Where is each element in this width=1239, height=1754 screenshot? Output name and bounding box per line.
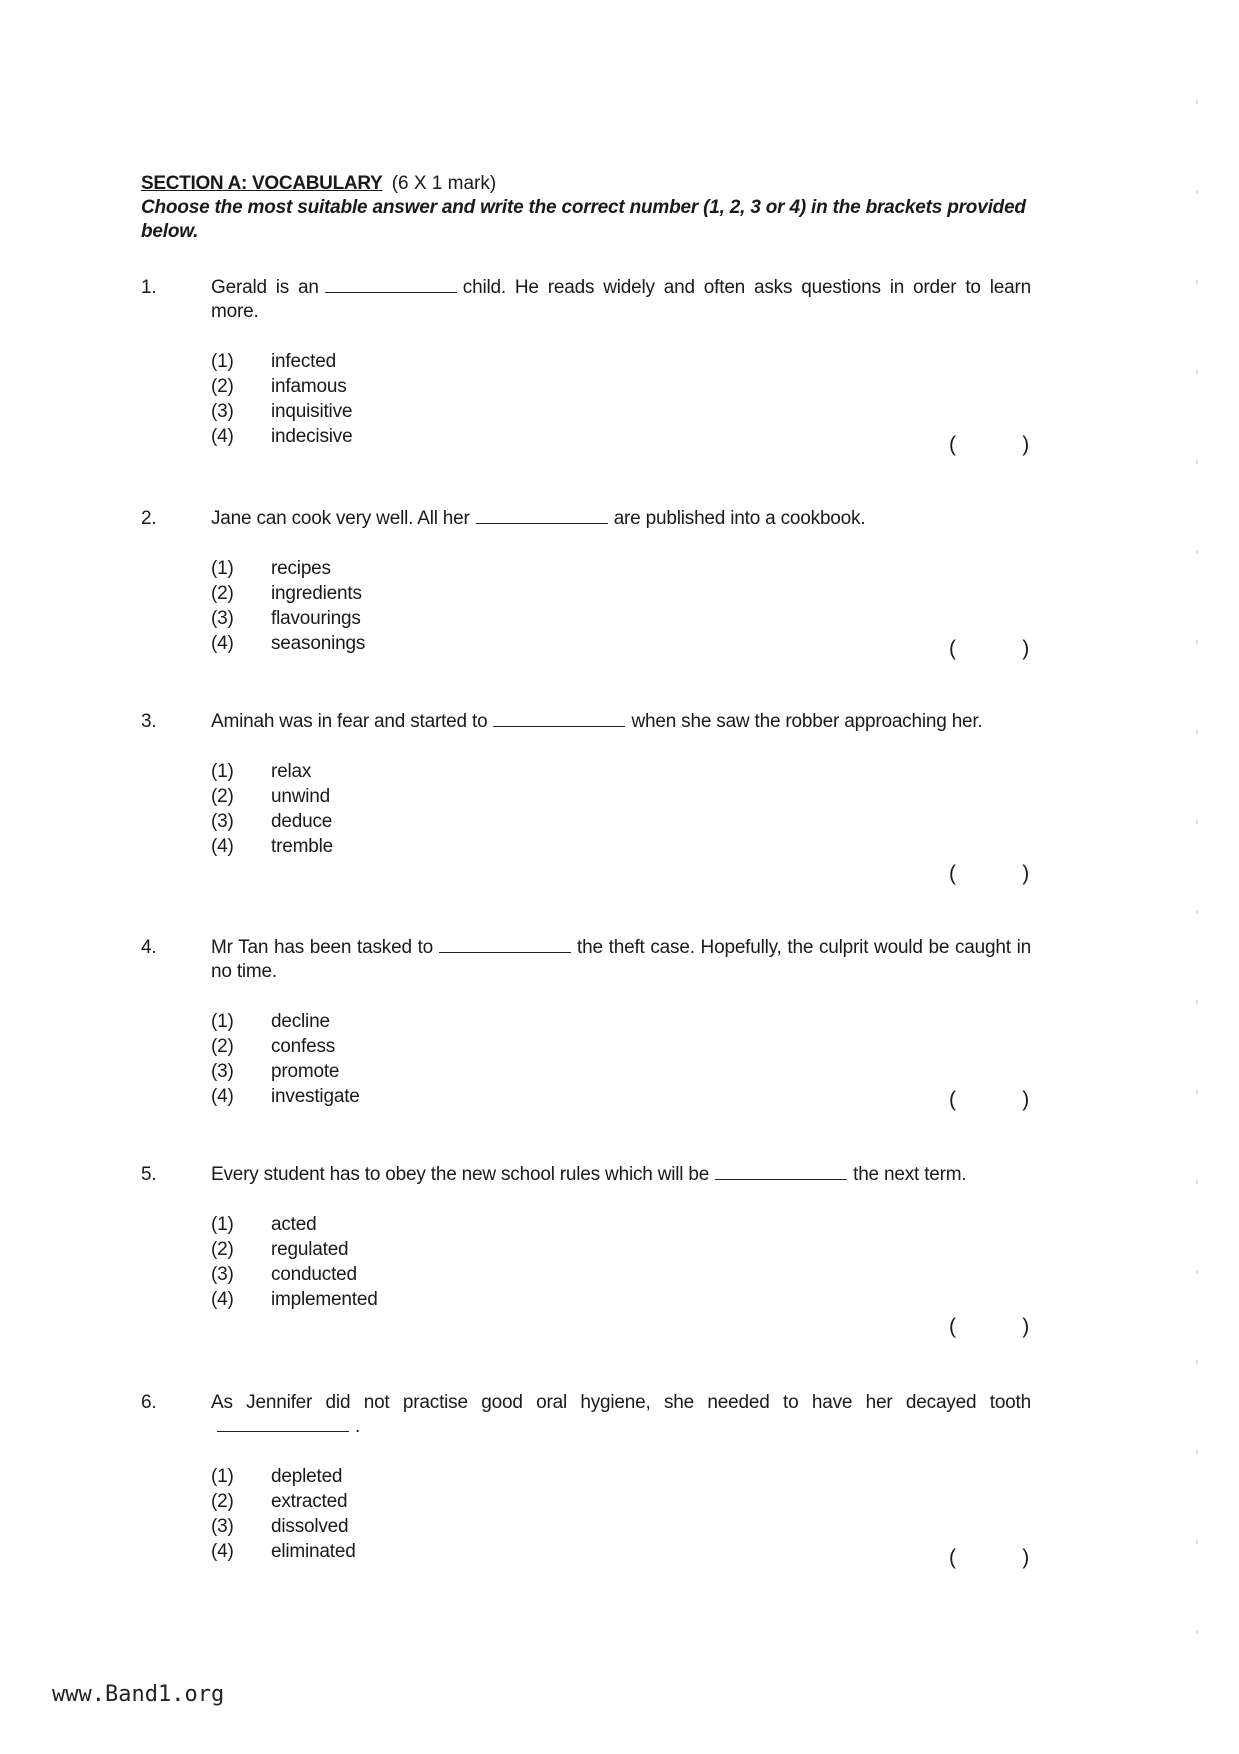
option: (1) recipes	[211, 558, 331, 579]
option-list	[211, 1213, 1031, 1313]
answer-blank	[476, 507, 608, 524]
answer-blank	[217, 1415, 349, 1432]
option-list	[211, 1010, 1031, 1110]
question-text: Aminah was in fear and started to when she saw the robber approaching her.	[211, 711, 983, 732]
option: (1) acted	[211, 1214, 317, 1235]
option: (4) tremble	[211, 836, 333, 857]
option: (4) seasonings	[211, 633, 366, 654]
answer-brackets[interactable]: ( )	[949, 1315, 1029, 1338]
option: (3) dissolved	[211, 1516, 349, 1537]
answer-brackets[interactable]: ( )	[949, 1546, 1029, 1569]
option: (2) confess	[211, 1036, 336, 1057]
option: (1) infected	[211, 351, 336, 372]
option-list	[211, 1465, 1031, 1565]
question-text: As Jennifer did not practise good oral hygiene, she needed to have her decayed tooth.	[211, 1392, 1031, 1437]
footer-url: www.Band1.org	[52, 1682, 225, 1707]
scan-edge-marks	[1196, 60, 1198, 1720]
question-number: 5.	[141, 1164, 157, 1185]
section-header	[141, 172, 1031, 244]
question-number: 1.	[141, 277, 157, 298]
option: (2) unwind	[211, 786, 331, 807]
question-text: Every student has to obey the new school rules which will be the next term.	[211, 1164, 967, 1185]
answer-blank	[325, 276, 457, 293]
answer-blank	[439, 936, 571, 953]
option: (1) relax	[211, 761, 312, 782]
question-6	[141, 1391, 1031, 1569]
question-3	[141, 710, 1031, 885]
option: (4) implemented	[211, 1289, 378, 1310]
option: (1) depleted	[211, 1466, 343, 1487]
question-text: Jane can cook very well. All her are published into a cookbook.	[211, 508, 866, 529]
option-list	[211, 557, 1031, 657]
section-marks: (6 X 1 mark)	[391, 173, 497, 194]
option: (3) conducted	[211, 1264, 357, 1285]
question-4	[141, 936, 1031, 1110]
option: (3) deduce	[211, 811, 333, 832]
option-list	[211, 350, 1031, 450]
option-list	[211, 760, 1031, 860]
question-5	[141, 1163, 1031, 1338]
section-instruction: Choose the most suitable answer and write the correct number (1, 2, 3 or 4) in the brackets provided below.	[141, 197, 1026, 242]
option: (3) inquisitive	[211, 401, 353, 422]
section-title: SECTION A: VOCABULARY	[141, 173, 383, 194]
option: (2) regulated	[211, 1239, 349, 1260]
option: (4) eliminated	[211, 1541, 356, 1562]
option: (2) extracted	[211, 1491, 348, 1512]
question-text: Gerald is an child. He reads widely and often asks questions in order to learn more.	[211, 277, 1031, 322]
answer-blank	[493, 710, 625, 727]
question-number: 3.	[141, 711, 157, 732]
option: (4) indecisive	[211, 426, 353, 447]
question-1	[141, 276, 1031, 456]
question-number: 6.	[141, 1392, 157, 1413]
option: (2) infamous	[211, 376, 347, 397]
option: (2) ingredients	[211, 583, 362, 604]
option: (3) promote	[211, 1061, 340, 1082]
answer-blank	[715, 1163, 847, 1180]
answer-brackets[interactable]: ( )	[949, 1088, 1029, 1111]
answer-brackets[interactable]: ( )	[949, 862, 1029, 885]
answer-brackets[interactable]: ( )	[949, 637, 1029, 660]
option: (1) decline	[211, 1011, 330, 1032]
question-number: 2.	[141, 508, 157, 529]
answer-brackets[interactable]: ( )	[949, 433, 1029, 456]
option: (3) flavourings	[211, 608, 361, 629]
option: (4) investigate	[211, 1086, 360, 1107]
question-number: 4.	[141, 937, 157, 958]
question-text: Mr Tan has been tasked to the theft case. Hopefully, the culprit would be caught in no time.	[211, 937, 1031, 982]
question-2	[141, 507, 1031, 660]
